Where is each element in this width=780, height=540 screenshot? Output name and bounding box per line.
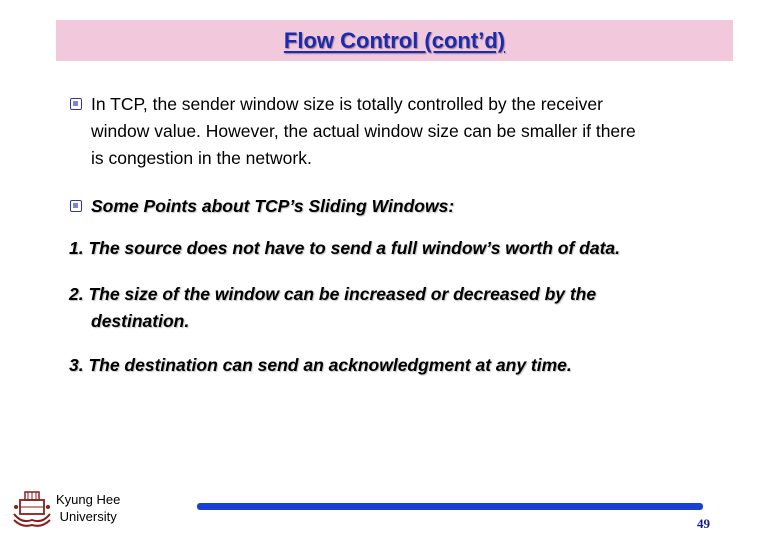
page-title: Flow Control (cont’d)	[283, 27, 506, 53]
university-name	[56, 491, 120, 525]
point-2-line-1: 2. The size of the window can be increased or decreased by the	[69, 284, 597, 304]
title-banner	[56, 20, 733, 61]
bullet-1-line-3: is congestion in the network.	[91, 148, 312, 168]
bullet-1-line-1: In TCP, the sender window size is totally controlled by the receiver	[91, 94, 603, 114]
page-number: 49	[697, 516, 710, 531]
university-seal-icon	[12, 490, 52, 528]
checkbox-bullet-icon	[70, 98, 82, 110]
bullet-heading-sliding-windows: Some Points about TCP’s Sliding Windows:	[91, 196, 455, 216]
point-3: 3. The destination can send an acknowledgment at any time.	[69, 355, 572, 375]
point-2-line-2: destination.	[91, 311, 190, 331]
bullet-1-line-2: window value. However, the actual window size can be smaller if there	[91, 121, 636, 141]
point-1: 1. The source does not have to send a full window’s worth of data.	[69, 238, 621, 258]
university-name-line-2: University	[59, 509, 117, 524]
university-name-line-1: Kyung Hee	[56, 492, 121, 507]
checkbox-bullet-icon	[70, 200, 82, 212]
bullet-paragraph-1	[91, 91, 731, 172]
footer-divider-bar	[197, 503, 703, 510]
